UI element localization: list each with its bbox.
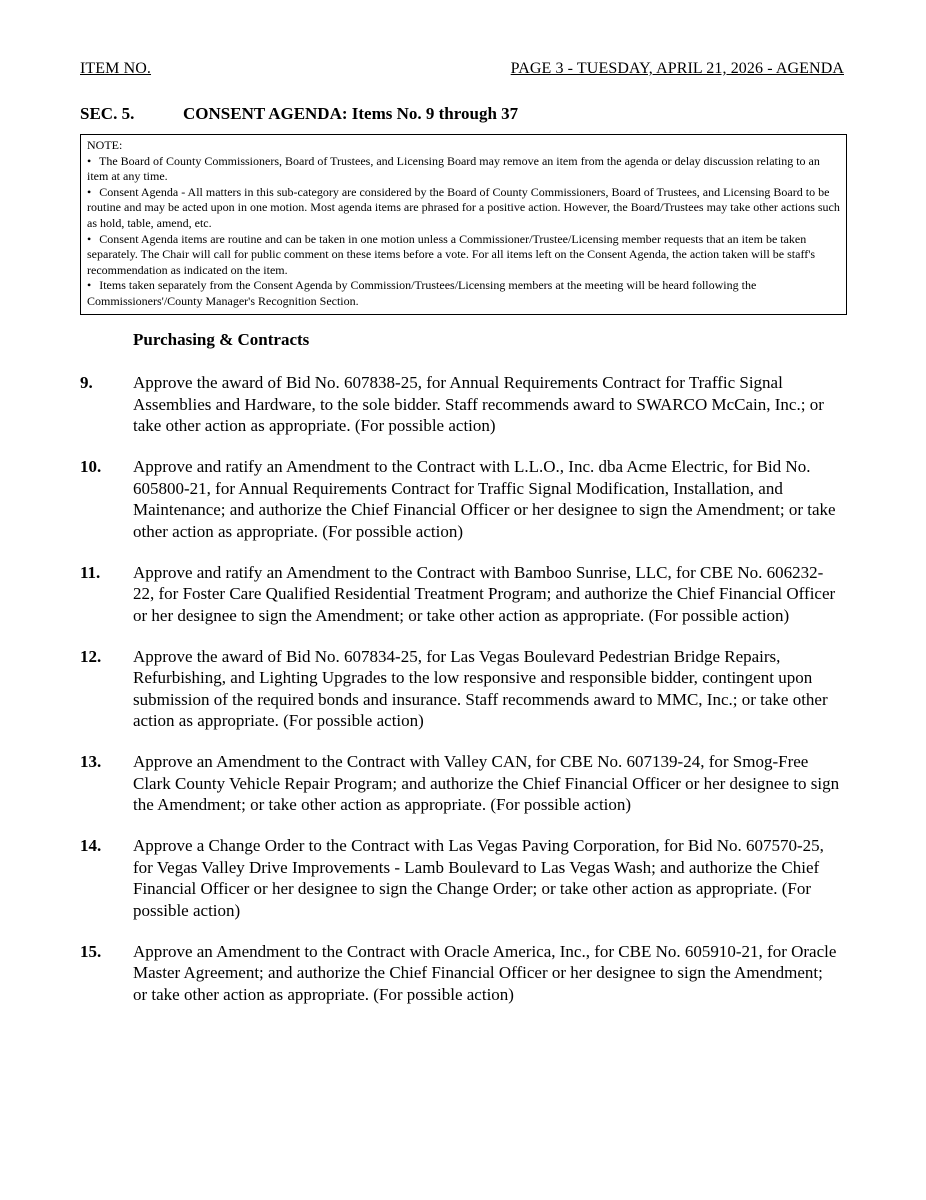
item-number: 10. <box>80 457 102 476</box>
item-number: 15. <box>80 941 102 961</box>
item-text: Approve an Amendment to the Contract with Valley CAN, for CBE No. 607139-24, for Smog-Free Clark County Vehicle Repair Program; and authorize the Chief Financial Officer or her designee to sign the Amendment; or take other action as appropriate. (For possible action) <box>133 752 840 814</box>
note-bullet-text: Consent Agenda items are routine and can be taken in one motion unless a Commissioner/Trustee/Licensing member requests that an item be taken separately. The Chair will call for public comment on these items before a vote. For all items left on the Consent Agenda, the action taken will be staff's recommendation as indicated on the item. <box>87 231 816 277</box>
section-title: CONSENT AGENDA: Items No. 9 through 37 <box>183 104 519 123</box>
item-no-header: ITEM NO. <box>80 60 152 77</box>
subsection-heading: Purchasing & Contracts <box>133 330 310 349</box>
note-bullet <box>87 185 840 232</box>
agenda-item <box>80 751 840 816</box>
item-text: Approve the award of Bid No. 607834-25, for Las Vegas Boulevard Pedestrian Bridge Repairs, Refurbishing, and Lighting Upgrades to the low responsive and responsible bidder, contingent upon submission of the required bonds and insurance. Staff recommends award to MMC, Inc.; or take other action as appropriate. (For possible action) <box>133 646 828 730</box>
item-text: Approve the award of Bid No. 607838-25, for Annual Requirements Contract for Traffic Signal Assemblies and Hardware, to the sole bidder. Staff recommends award to SWARCO McCain, Inc.; or take other action as appropriate. (For possible action) <box>133 373 824 435</box>
note-bullet-text: Consent Agenda - All matters in this sub-category are considered by the Board of County Commissioners, Board of Trustees, and Licensing Board to be routine and may be acted upon in one motion. Most agenda items are phrased for a positive action. However, the Board/Trustees may take other actions such as hold, table, amend, etc. <box>87 184 840 230</box>
item-number: 12. <box>80 646 102 666</box>
item-number: 11. <box>80 562 101 582</box>
bullet-icon: • <box>87 153 92 168</box>
note-heading: NOTE: <box>87 138 123 152</box>
agenda-item <box>80 562 840 627</box>
note-bullet <box>87 232 840 279</box>
agenda-item <box>80 835 840 921</box>
bullet-icon: • <box>87 231 92 246</box>
section-number: SEC. 5. <box>80 104 135 123</box>
item-number: 9. <box>80 373 93 392</box>
note-bullet <box>87 278 840 309</box>
agenda-item <box>80 372 840 437</box>
note-bullet <box>87 154 840 185</box>
note-bullet-text: The Board of County Commissioners, Board of Trustees, and Licensing Board may remove an item from the agenda or delay discussion relating to an item at any time. <box>87 153 820 184</box>
item-text: Approve an Amendment to the Contract with Oracle America, Inc., for CBE No. 605910-21, for Oracle Master Agreement; and authorize the Chief Financial Officer or her designee to sign the Amendment; or take other action as appropriate. (For possible action) <box>133 941 837 1004</box>
item-text: Approve and ratify an Amendment to the Contract with L.L.O., Inc. dba Acme Electric, for Bid No. 605800-21, for Annual Requirements Contract for Traffic Signal Modification, Installation, and Maintenance; and authorize the Chief Financial Officer or her designee to sign the Amendment; or take other action as appropriate. (For possible action) <box>133 457 836 541</box>
agenda-item <box>80 646 840 732</box>
agenda-item <box>80 456 840 542</box>
note-bullet-text: Items taken separately from the Consent Agenda by Commission/Trustees/Licensing members at the meeting will be heard following the Commissioners'/County Manager's Recognition Section. <box>87 278 757 308</box>
item-text: Approve a Change Order to the Contract with Las Vegas Paving Corporation, for Bid No. 607570-25, for Vegas Valley Drive Improvements - Lamb Boulevard to Las Vegas Wash; and authorize the Chief Financial Officer or her designee to sign the Change Order; or take other action as appropriate. (For possible action) <box>133 836 824 920</box>
agenda-items-list <box>80 372 840 1025</box>
note-box <box>80 134 847 315</box>
agenda-item <box>80 941 840 1006</box>
bullet-icon: • <box>87 278 92 293</box>
page-date-header: PAGE 3 - TUESDAY, APRIL 21, 2026 - AGENDA <box>510 60 844 77</box>
item-text: Approve and ratify an Amendment to the Contract with Bamboo Sunrise, LLC, for CBE No. 606232-22, for Foster Care Qualified Residential Treatment Program; and authorize the Chief Financial Officer or her designee to sign the Amendment; or take other action as appropriate. (For possible action) <box>133 562 836 625</box>
bullet-icon: • <box>87 184 92 199</box>
item-number: 14. <box>80 836 102 855</box>
item-number: 13. <box>80 752 102 771</box>
